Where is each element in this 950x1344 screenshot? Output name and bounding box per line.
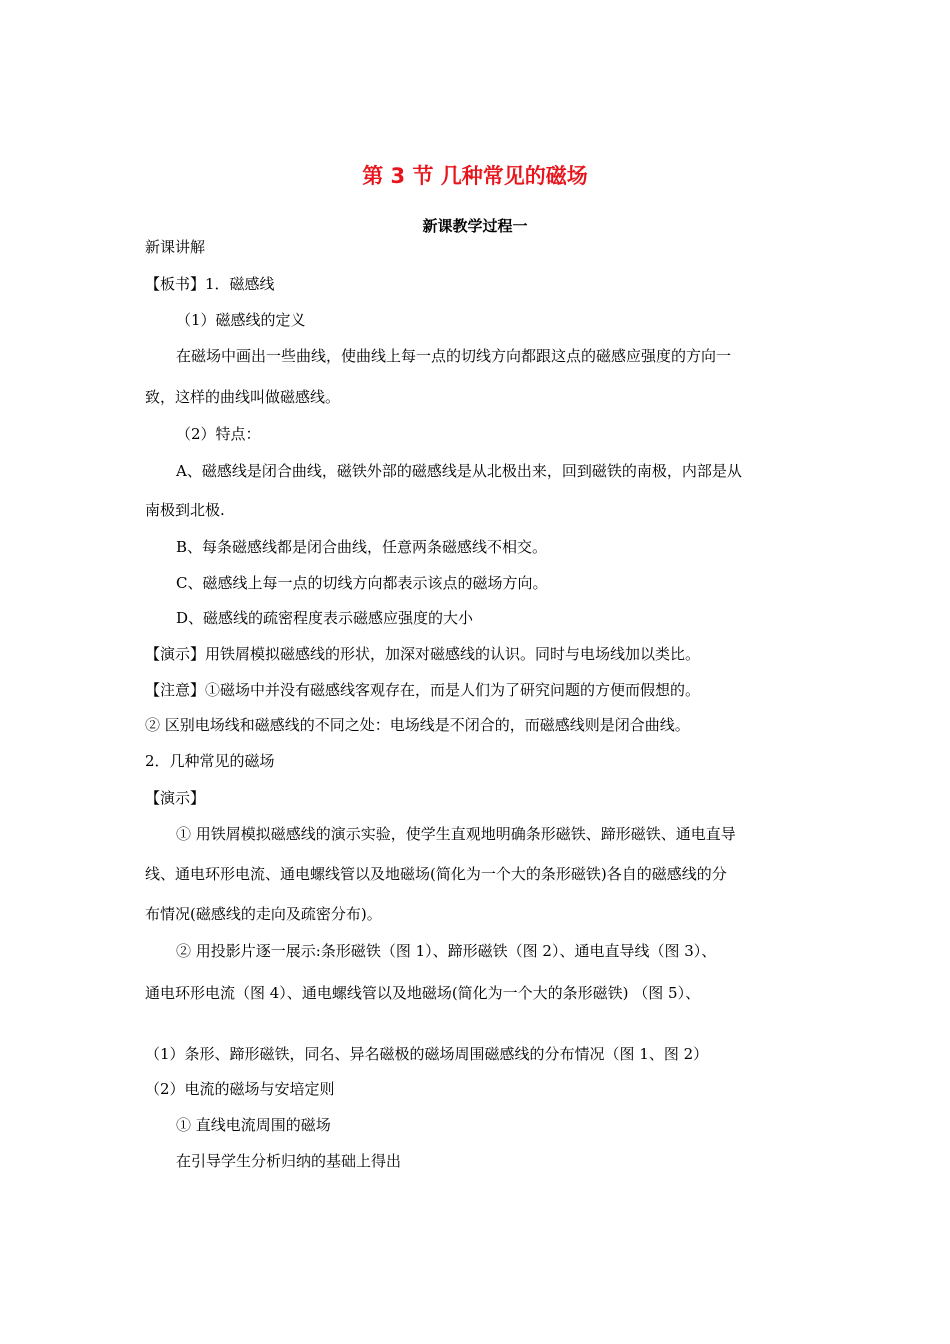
text-line: （1）磁感线的定义 xyxy=(176,311,306,329)
text-line: D、磁感线的疏密程度表示磁感应强度的大小 xyxy=(176,609,474,627)
text-line: ① 直线电流周围的磁场 xyxy=(176,1116,331,1134)
text-line: 【注意】①磁场中并没有磁感线客观存在，而是人们为了研究问题的方便而假想的。 xyxy=(145,681,701,699)
text-line: 【演示】 xyxy=(145,789,206,807)
text-line: （2）特点： xyxy=(176,425,261,443)
text-line: ② 用投影片逐一展示:条形磁铁（图 1）、蹄形磁铁（图 2）、通电直导线（图 3）、 xyxy=(176,942,717,960)
text-line: 【演示】用铁屑模拟磁感线的形状，加深对磁感线的认识。同时与电场线加以类比。 xyxy=(145,645,701,663)
text-line: ① 用铁屑模拟磁感线的演示实验，使学生直观地明确条形磁铁、蹄形磁铁、通电直导 xyxy=(176,825,736,843)
text-line: （1）条形、蹄形磁铁，同名、异名磁极的磁场周围磁感线的分布情况（图 1、图 2） xyxy=(145,1045,709,1063)
text-line: 布情况(磁感线的走向及疏密分布)。 xyxy=(145,905,382,923)
text-line: A、磁感线是闭合曲线，磁铁外部的磁感线是从北极出来，回到磁铁的南极，内部是从 xyxy=(176,462,742,480)
text-line: 南极到北极. xyxy=(145,501,225,519)
text-line: 【板书】1．磁感线 xyxy=(145,275,275,293)
text-line: B、每条磁感线都是闭合曲线，任意两条磁感线不相交。 xyxy=(176,538,548,556)
section-subtitle: 新课教学过程一 xyxy=(422,217,528,235)
page-title: 第 3 节 几种常见的磁场 xyxy=(362,164,588,188)
text-line: 新课讲解 xyxy=(145,238,206,256)
text-line: 线、通电环形电流、通电螺线管以及地磁场(简化为一个大的条形磁铁)各自的磁感线的分 xyxy=(145,865,727,883)
text-line: ② 区别电场线和磁感线的不同之处：电场线是不闭合的，而磁感线则是闭合曲线。 xyxy=(145,716,690,734)
text-line: C、磁感线上每一点的切线方向都表示该点的磁场方向。 xyxy=(176,574,548,592)
text-line: 在磁场中画出一些曲线，使曲线上每一点的切线方向都跟这点的磁感应强度的方向一 xyxy=(176,347,732,365)
text-line: 通电环形电流（图 4）、通电螺线管以及地磁场(简化为一个大的条形磁铁) （图 5）、 xyxy=(145,984,701,1002)
text-line: （2）电流的磁场与安培定则 xyxy=(145,1080,335,1098)
text-line: 在引导学生分析归纳的基础上得出 xyxy=(176,1152,402,1170)
text-line: 致，这样的曲线叫做磁感线。 xyxy=(145,388,341,406)
text-line: 2．几种常见的磁场 xyxy=(145,752,275,770)
